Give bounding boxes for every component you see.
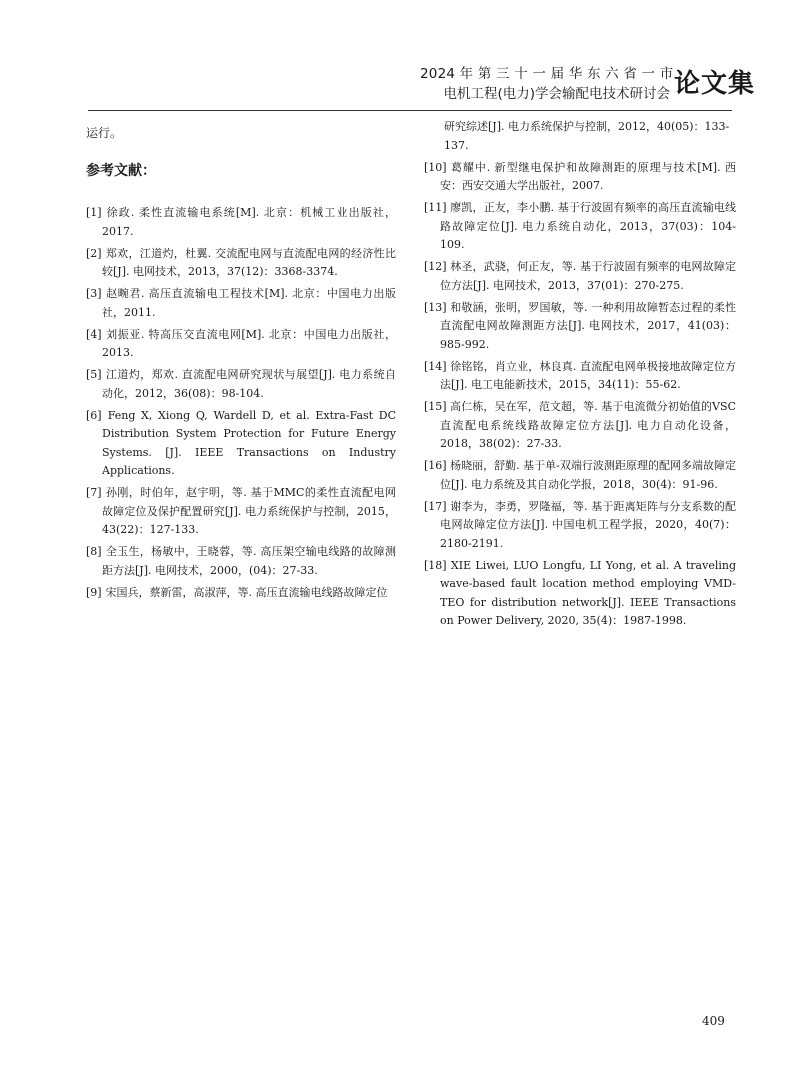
reference-number: [14] (424, 359, 447, 373)
reference-text: 宋国兵，蔡新雷，高淑萍，等. 高压直流输电线路故障定位 (105, 585, 388, 599)
reference-number: [5] (86, 368, 102, 381)
reference-entry (424, 398, 736, 454)
reference-continuation: 研究综述[J]. 电力系统保护与控制，2012，40(05)：133-137. (444, 120, 730, 152)
header-line-1: 2024 年 第 三 十 一 届 华 东 六 省 一 市 (420, 66, 674, 82)
reference-number: [10] (424, 160, 447, 174)
reference-number: [11] (424, 201, 447, 214)
reference-entry (424, 457, 736, 494)
reference-entry (86, 407, 396, 481)
reference-number: [7] (86, 486, 102, 499)
reference-text: 林圣，武骁，何正友，等. 基于行波固有频率的电网故障定位方法[J]. 电网技术，2013，37(01)：270-275. (440, 260, 736, 292)
reference-text: 杨晓丽，舒勤. 基于单-双端行波测距原理的配网多端故障定位[J]. 电力系统及其自动化学报，2018，30(4)：91-96. (440, 459, 736, 491)
page-number: 409 (702, 1014, 725, 1028)
reference-text: 谢李为，李勇，罗隆福，等. 基于距离矩阵与分支系数的配电网故障定位方法[J]. 中国电机工程学报，2020，40(7)：2180-2191. (440, 499, 736, 550)
reference-text: 廖凯，正友，李小鹏. 基于行波固有频率的高压直流输电线路故障定位[J]. 电力系统自动化，2013，37(03)：104-109. (440, 201, 736, 251)
left-column (86, 118, 396, 606)
reference-text: 孙刚，时伯年，赵宇明，等. 基于MMC的柔性直流配电网故障定位及保护配置研究[J]. 电力系统保护与控制，2015，43(22)：127-133. (102, 486, 396, 536)
reference-text: 全玉生，杨敏中，王晓蓉，等. 高压架空输电线路的故障测距方法[J]. 电网技术，2000，(04)：27-33. (102, 545, 396, 577)
reference-number: [4] (86, 327, 102, 341)
reference-entry (86, 543, 396, 580)
reference-entry (86, 366, 396, 403)
reference-text: 徐政. 柔性直流输电系统[M]. 北京：机械工业出版社，2017. (102, 206, 396, 238)
reference-text: 徐铭铭，肖立业，林良真. 直流配电网单极接地故障定位方法[J]. 电工电能新技术，2015，34(11)：55-62. (440, 359, 736, 391)
reference-entry (424, 358, 736, 395)
header-proceedings-title: 论文集 (674, 69, 756, 99)
reference-entry (86, 584, 396, 603)
reference-text: 刘振亚. 特高压交直流电网[M]. 北京：中国电力出版社，2013. (102, 327, 396, 359)
reference-text: 和敬涵，张明，罗国敏，等. 一种利用故障暂态过程的柔性直流配电网故障测距方法[J]. 电网技术，2017，41(03)：985-992. (440, 300, 736, 351)
references-heading: 参考文献： (86, 163, 156, 179)
reference-entry (424, 159, 736, 196)
reference-number: [8] (86, 545, 102, 558)
reference-entry (86, 204, 396, 241)
reference-text: XIE Liwei, LUO Longfu, LI Yong, et al. A traveling wave-based fault location method employing VMD-TEO for distribution network[J]. IEEE Transactions on Power Delivery, 2020, 35(4)：1987-1998. (440, 558, 736, 627)
reference-entry (86, 285, 396, 322)
reference-number: [1] (86, 206, 102, 219)
reference-text: Feng X, Xiong Q, Wardell D, et al. Extra-Fast DC Distribution System Protection for Future Energy Systems. [J]. IEEE Transactions on Industry Applications. (102, 408, 397, 477)
reference-list-left (86, 204, 396, 602)
reference-number: [17] (424, 499, 447, 513)
reference-text: 江道灼，郑欢. 直流配电网研究现状与展望[J]. 电力系统自动化，2012，36(08)：98-104. (102, 368, 396, 400)
reference-text: 郑欢，江道灼，杜翼. 交流配电网与直流配电网的经济性比较[J]. 电网技术，2013，37(12)：3368-3374. (102, 246, 396, 278)
reference-text: 赵畹君. 高压直流输电工程技术[M]. 北京：中国电力出版社，2011. (102, 287, 396, 319)
reference-number: [13] (424, 300, 447, 314)
reference-entry (424, 199, 736, 255)
reference-number: [6] (86, 408, 102, 422)
reference-entry (424, 299, 736, 355)
reference-entry (86, 326, 396, 363)
reference-number: [18] (424, 558, 447, 572)
reference-text: 葛耀中. 新型继电保护和故障测距的原理与技术[M]. 西安：西安交通大学出版社，2007. (440, 160, 736, 192)
carryover-text: 运行。 (86, 126, 123, 140)
reference-entry (86, 245, 396, 282)
reference-entry (424, 557, 736, 631)
reference-number: [3] (86, 287, 102, 300)
reference-entry (424, 498, 736, 554)
header-rule (88, 110, 732, 111)
reference-list-right (424, 159, 736, 631)
reference-number: [9] (86, 585, 102, 599)
reference-entry (86, 484, 396, 540)
reference-text: 高仁栋，吴在军，范文超，等. 基于电流微分初始值的VSC直流配电系统线路故障定位方法[J]. 电力自动化设备，2018，38(02)：27-33. (440, 400, 736, 450)
right-column (424, 118, 736, 634)
reference-entry (424, 258, 736, 295)
reference-number: [16] (424, 459, 447, 472)
header-line-2: 电机工程(电力)学会输配电技术研讨会 (443, 86, 670, 102)
reference-number: [12] (424, 260, 447, 273)
reference-number: [2] (86, 246, 102, 260)
running-header (420, 64, 756, 108)
reference-number: [15] (424, 400, 447, 413)
header-text-block (420, 64, 674, 104)
